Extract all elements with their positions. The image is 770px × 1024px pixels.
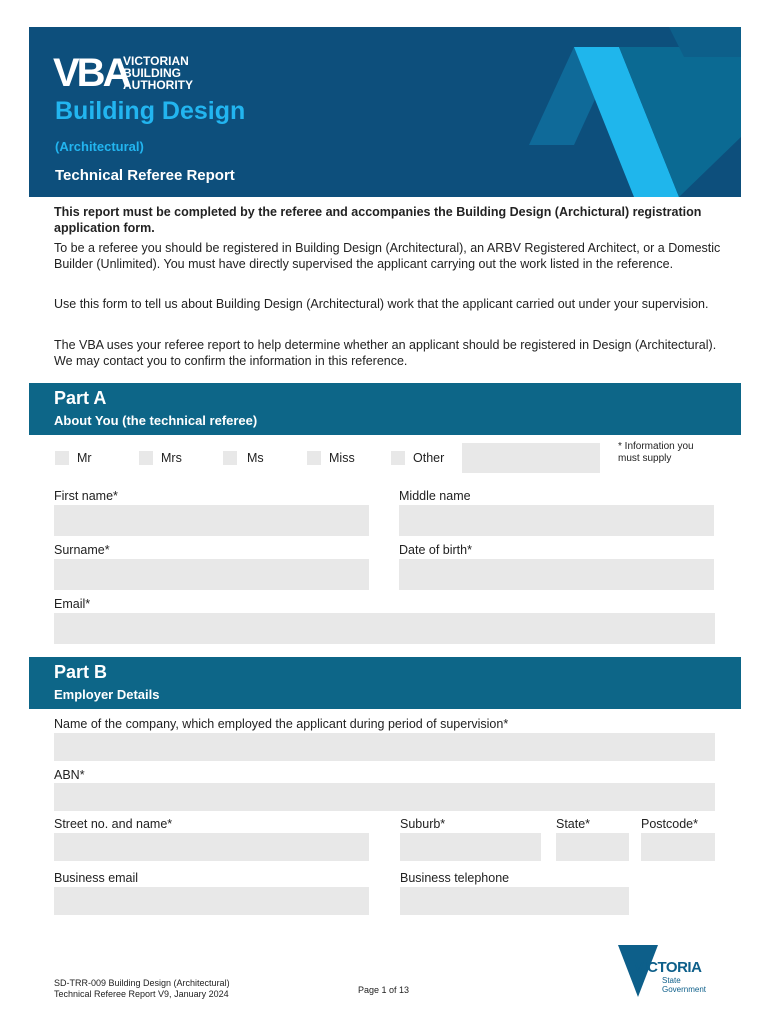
report-name: Technical Referee Report [55,167,235,184]
abn-input[interactable] [54,783,715,811]
surname-input[interactable] [54,559,369,590]
checkbox-label: Ms [247,451,264,465]
middle-name-label: Middle name [399,489,471,503]
surname-label: Surname* [54,543,110,557]
first-name-input[interactable] [54,505,369,536]
checkbox-label: Other [413,451,445,465]
intro-paragraph: Use this form to tell us about Building Design (Architectural) work that the applicant carried out under your supervision. [54,297,709,311]
business-email-input[interactable] [54,887,369,915]
required-note: * Information you must supply [618,441,694,464]
state-input[interactable] [556,833,629,861]
logo-line: BUILDING [123,66,181,80]
checkbox-label: Mr [77,451,92,465]
first-name-label: First name* [54,489,118,503]
gov-line: State [662,976,681,985]
logo-wordmark [123,55,243,91]
part-title: Part B [54,662,108,682]
middle-name-input[interactable] [399,505,714,536]
checkbox-ms[interactable] [223,451,237,465]
business-phone-input[interactable] [400,887,629,915]
doc-line: Technical Referee Report V9, January 2024 [54,989,229,999]
logo-mark: VBA [53,51,129,95]
part-subtitle: Employer Details [54,687,160,702]
header-banner [29,27,741,197]
checkbox-other[interactable] [391,451,405,465]
checkbox-mrs[interactable] [139,451,153,465]
email-input[interactable] [54,613,715,644]
dob-label: Date of birth* [399,543,472,557]
postcode-label: Postcode* [641,817,698,831]
postcode-input[interactable] [641,833,715,861]
page-subtitle: (Architectural) [55,139,144,154]
dob-input[interactable] [399,559,714,590]
victoria-logo [618,945,728,1000]
street-label: Street no. and name* [54,817,173,831]
page-title: Building Design [55,97,246,125]
intro-bold: This report must be completed by the referee and accompanies the Building Design (Archictural) registration application form. [54,205,702,235]
email-label: Email* [54,597,91,611]
company-label: Name of the company, which employed the applicant during period of supervision* [54,717,509,731]
state-government-text [662,976,706,994]
suburb-input[interactable] [400,833,541,861]
logo-line: AUTHORITY [123,78,193,92]
part-title: Part A [54,388,107,408]
victoria-wordmark: VICTORIA [634,959,702,976]
state-label: State* [556,817,591,831]
logo-line: VICTORIAN [123,54,189,68]
business-phone-label: Business telephone [400,871,510,885]
part-b-header [29,657,741,709]
checkbox-label: Mrs [161,451,182,465]
company-input[interactable] [54,733,715,761]
checkbox-mr[interactable] [55,451,69,465]
street-input[interactable] [54,833,369,861]
part-subtitle: About You (the technical referee) [54,413,258,428]
checkbox-label: Miss [329,451,355,465]
part-a-header [29,383,741,435]
intro-paragraph: The VBA uses your referee report to help determine whether an applicant should be registered in Design (Architectural). We may contact you to confirm the information in this reference. [54,338,717,368]
abn-label: ABN* [54,768,85,782]
intro-paragraph: To be a referee you should be registered in Building Design (Architectural), an ARBV Registered Architect, or a Domestic Builder (Unlimited). You must have directly supervised the applicant carrying out the work listed in the reference. [54,241,721,271]
checkbox-miss[interactable] [307,451,321,465]
page-number: Page 1 of 13 [358,985,410,995]
gov-line: Government [662,985,707,994]
document-reference [54,978,230,1000]
business-email-label: Business email [54,871,139,885]
doc-line: SD-TRR-009 Building Design (Architectural) [54,978,230,988]
suburb-label: Suburb* [400,817,446,831]
other-title-input[interactable] [462,443,600,473]
